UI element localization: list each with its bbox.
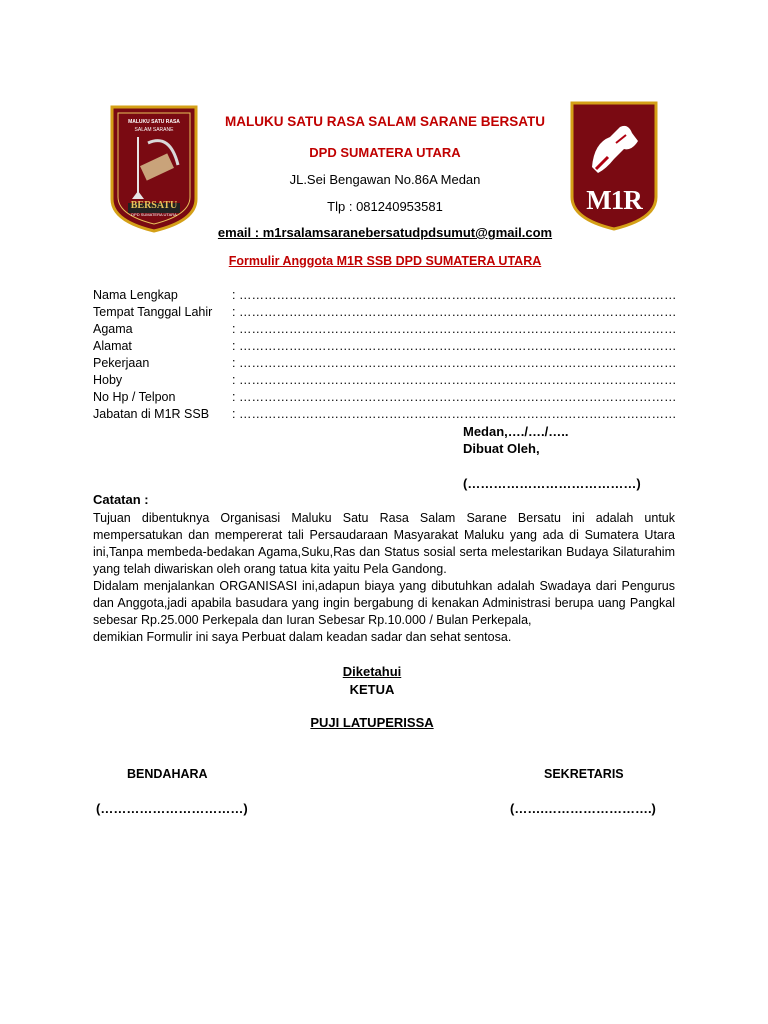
field-input-line[interactable]: : …………………………………………………………………………………………… [232, 339, 677, 353]
org-phone: Tlp : 081240953581 [327, 199, 443, 214]
left-logo-sub-text: SALAM SARANE [134, 127, 174, 133]
field-label: Alamat [93, 339, 132, 353]
made-by: Dibuat Oleh, [463, 441, 540, 456]
field-input-line[interactable]: : …………………………………………………………………………………………… [232, 390, 677, 404]
org-subtitle: DPD SUMATERA UTARA [309, 145, 461, 160]
notes-body [93, 510, 675, 646]
org-title: MALUKU SATU RASA SALAM SARANE BERSATU [225, 114, 545, 129]
field-input-line[interactable]: : …………………………………………………………………………………………… [232, 305, 677, 319]
field-alamat [93, 338, 676, 355]
field-tempat-tanggal-lahir [93, 304, 676, 321]
chairman-title: KETUA [349, 682, 395, 697]
right-logo-text: M1R [586, 185, 642, 215]
field-input-line[interactable]: : …………………………………………………………………………………………… [232, 407, 677, 421]
field-label: Jabatan di M1R SSB [93, 407, 210, 421]
field-hoby [93, 372, 676, 389]
field-input-line[interactable]: : …………………………………………………………………………………………… [232, 322, 677, 336]
treasurer-title: BENDAHARA [127, 767, 208, 781]
maker-signature: (…………………………………) [463, 476, 641, 491]
field-no-hp [93, 389, 676, 406]
notes-heading: Catatan : [93, 492, 149, 507]
chairman-name: PUJI LATUPERISSA [310, 715, 434, 730]
org-address: JL.Sei Bengawan No.86A Medan [289, 172, 481, 187]
notes-paragraph: Tujuan dibentuknya Organisasi Maluku Satu Rasa Salam Sarane Bersatu ini adalah untuk mempersatukan dan mempererat tali Persaudaraan Masyarakat Maluku yang ada di Sumatera Utara ini,Tanpa membeda-bedakan Agama,Suku,Ras dan Status sosial serta melestarikan Budaya Silaturahim yang telah diwariskan oleh orang tatua kita yaitu Pela Gandong. [93, 511, 675, 576]
field-pekerjaan [93, 355, 676, 372]
place-date: Medan,…./…./….. [463, 424, 569, 439]
field-input-line[interactable]: : …………………………………………………………………………………………… [232, 288, 677, 302]
field-agama [93, 321, 676, 338]
field-label: Nama Lengkap [93, 288, 178, 302]
right-logo [568, 99, 660, 233]
left-logo-banner: BERSATU [130, 200, 178, 211]
field-jabatan [93, 406, 676, 423]
field-label: Tempat Tanggal Lahir [93, 305, 213, 319]
left-logo [108, 103, 200, 235]
secretary-title: SEKRETARIS [544, 767, 624, 781]
field-label: Pekerjaan [93, 356, 150, 370]
form-title: Formulir Anggota M1R SSB DPD SUMATERA UTARA [228, 254, 542, 268]
treasurer-signature: (……………………………) [96, 801, 248, 816]
field-input-line[interactable]: : …………………………………………………………………………………………… [232, 356, 677, 370]
field-nama-lengkap [93, 287, 676, 304]
field-label: No Hp / Telpon [93, 390, 176, 404]
left-logo-top-text: MALUKU SATU RASA [128, 119, 180, 125]
notes-paragraph: demikian Formulir ini saya Perbuat dalam keadan sadar dan sehat sentosa. [93, 630, 512, 644]
field-label: Agama [93, 322, 133, 336]
left-logo-bottom-text: DPD SUMATERA UTARA [131, 212, 177, 217]
field-input-line[interactable]: : …………………………………………………………………………………………… [232, 373, 677, 387]
field-label: Hoby [93, 373, 123, 387]
notes-paragraph: Didalam menjalankan ORGANISASI ini,adapun biaya yang dibutuhkan adalah Swadaya dari Pengurus dan Anggota,jadi apabila basudara yang ingin bergabung di kenakan Administrasi berupa uang Pangkal sebesar Rp.25.000 Perkepala dan Iuran Sebesar Rp.10.000 / Bulan Perkepala, [93, 579, 675, 627]
secretary-signature: (…….…………………….) [510, 801, 656, 816]
known-by: Diketahui [342, 664, 402, 679]
org-email: email : m1rsalamsaranebersatudpdsumut@gmail.com [217, 225, 553, 240]
